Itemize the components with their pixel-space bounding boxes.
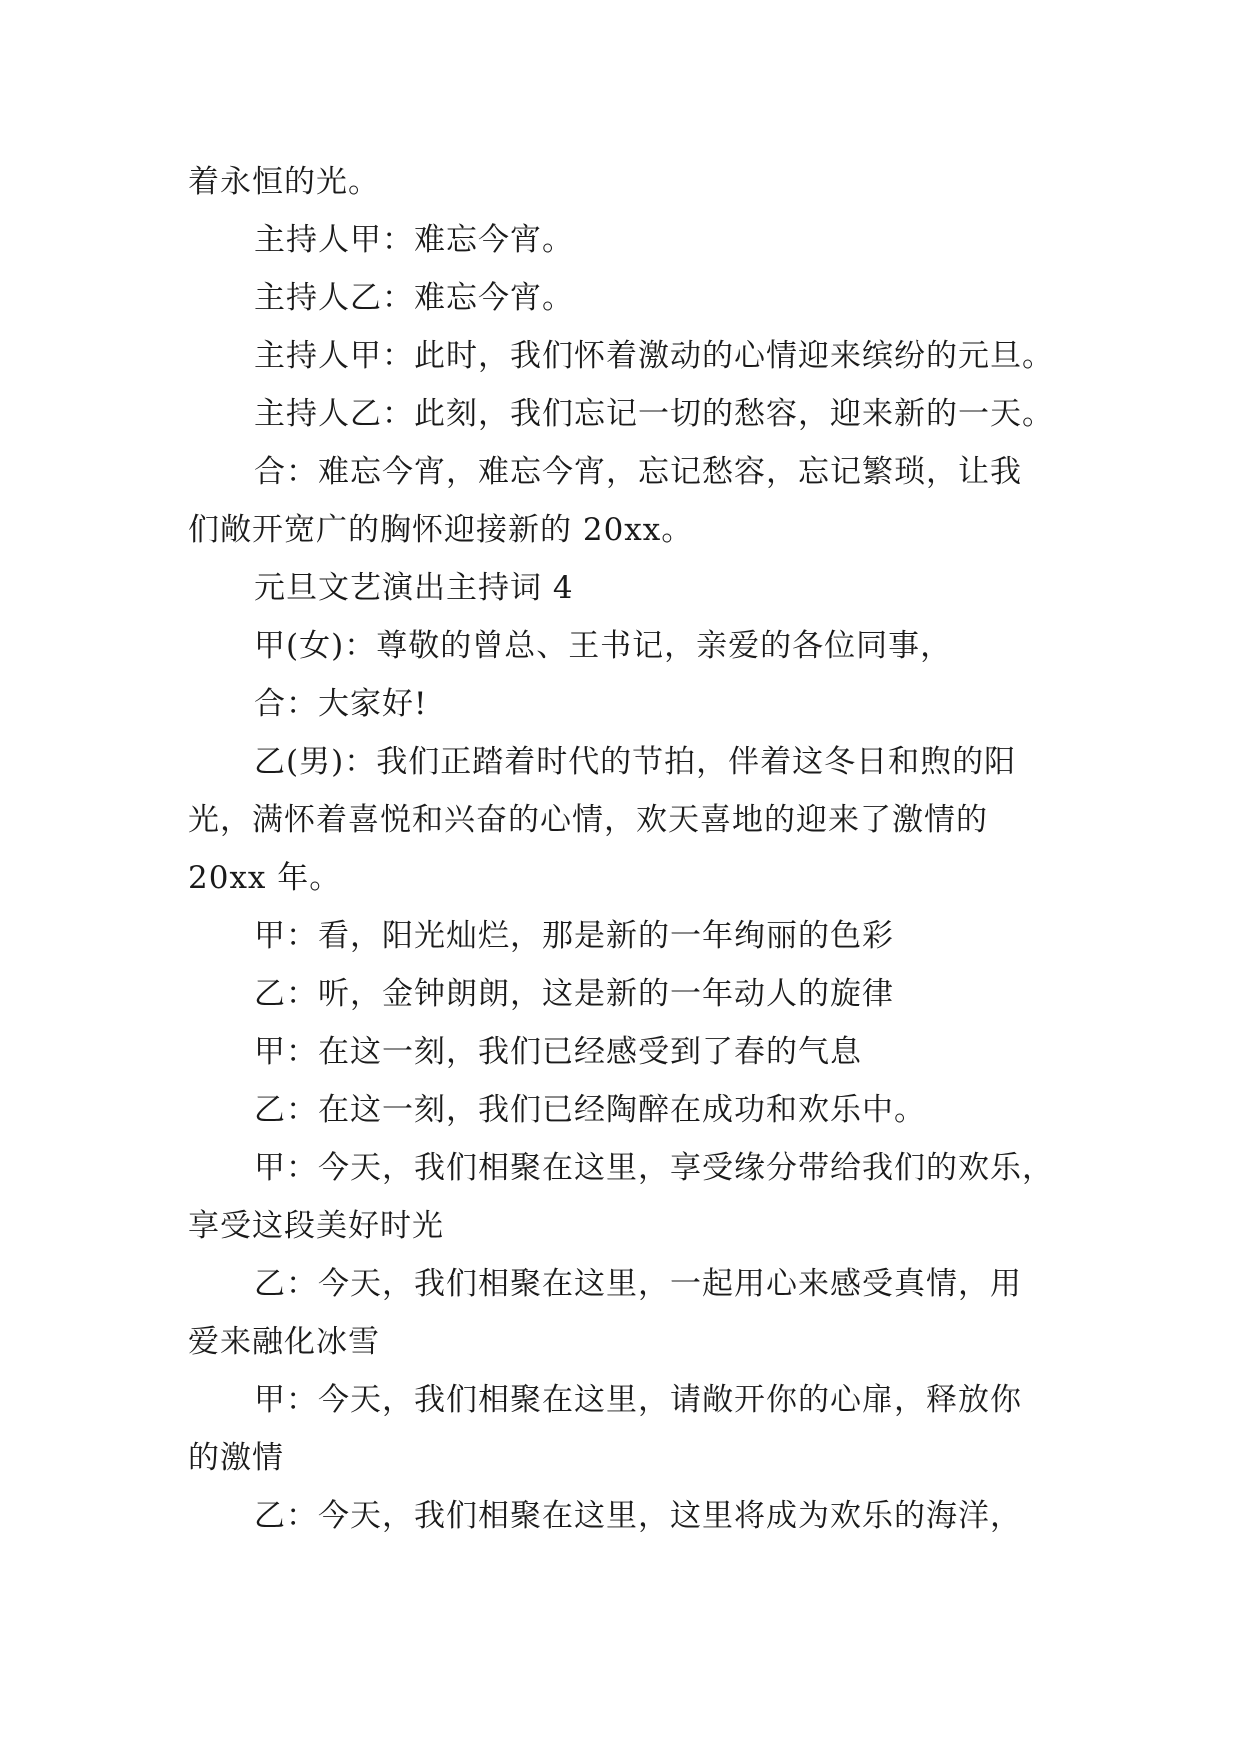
text-line: 主持人甲：难忘今宵。 [254, 222, 574, 258]
text-line: 主持人乙：此刻，我们忘记一切的愁容，迎来新的一天。 [254, 396, 1054, 432]
text-line: 20xx 年。 [188, 860, 342, 896]
text-line: 乙：听，金钟朗朗，这是新的一年动人的旋律 [254, 976, 894, 1012]
text-line: 甲：今天，我们相聚在这里，请敞开你的心扉，释放你 [254, 1382, 1022, 1418]
text-line: 爱来融化冰雪 [188, 1324, 380, 1360]
text-line: 光，满怀着喜悦和兴奋的心情，欢天喜地的迎来了激情的 [188, 802, 988, 838]
section-heading: 元旦文艺演出主持词 4 [254, 570, 574, 606]
text-line: 甲：在这一刻，我们已经感受到了春的气息 [254, 1034, 862, 1070]
document-body [188, 153, 1058, 1545]
text-line: 乙：今天，我们相聚在这里，这里将成为欢乐的海洋， [254, 1498, 1022, 1534]
text-line: 合：难忘今宵，难忘今宵，忘记愁容，忘记繁琐，让我 [254, 454, 1022, 490]
text-line: 主持人甲：此时，我们怀着激动的心情迎来缤纷的元旦。 [254, 338, 1054, 374]
text-line: 的激情 [188, 1440, 284, 1476]
text-line: 乙(男)：我们正踏着时代的节拍，伴着这冬日和煦的阳 [254, 744, 1017, 780]
text-line: 乙：今天，我们相聚在这里，一起用心来感受真情，用 [254, 1266, 1022, 1302]
text-line: 甲：看，阳光灿烂，那是新的一年绚丽的色彩 [254, 918, 894, 954]
text-line: 主持人乙：难忘今宵。 [254, 280, 574, 316]
text-line: 合：大家好! [254, 686, 428, 722]
text-line: 享受这段美好时光 [188, 1208, 444, 1244]
text-line: 甲(女)：尊敬的曾总、王书记，亲爱的各位同事， [254, 628, 953, 664]
text-line: 甲：今天，我们相聚在这里，享受缘分带给我们的欢乐， [254, 1150, 1054, 1186]
text-line: 乙：在这一刻，我们已经陶醉在成功和欢乐中。 [254, 1092, 926, 1128]
text-line: 着永恒的光。 [188, 164, 380, 200]
text-line: 们敞开宽广的胸怀迎接新的 20xx。 [188, 512, 694, 548]
